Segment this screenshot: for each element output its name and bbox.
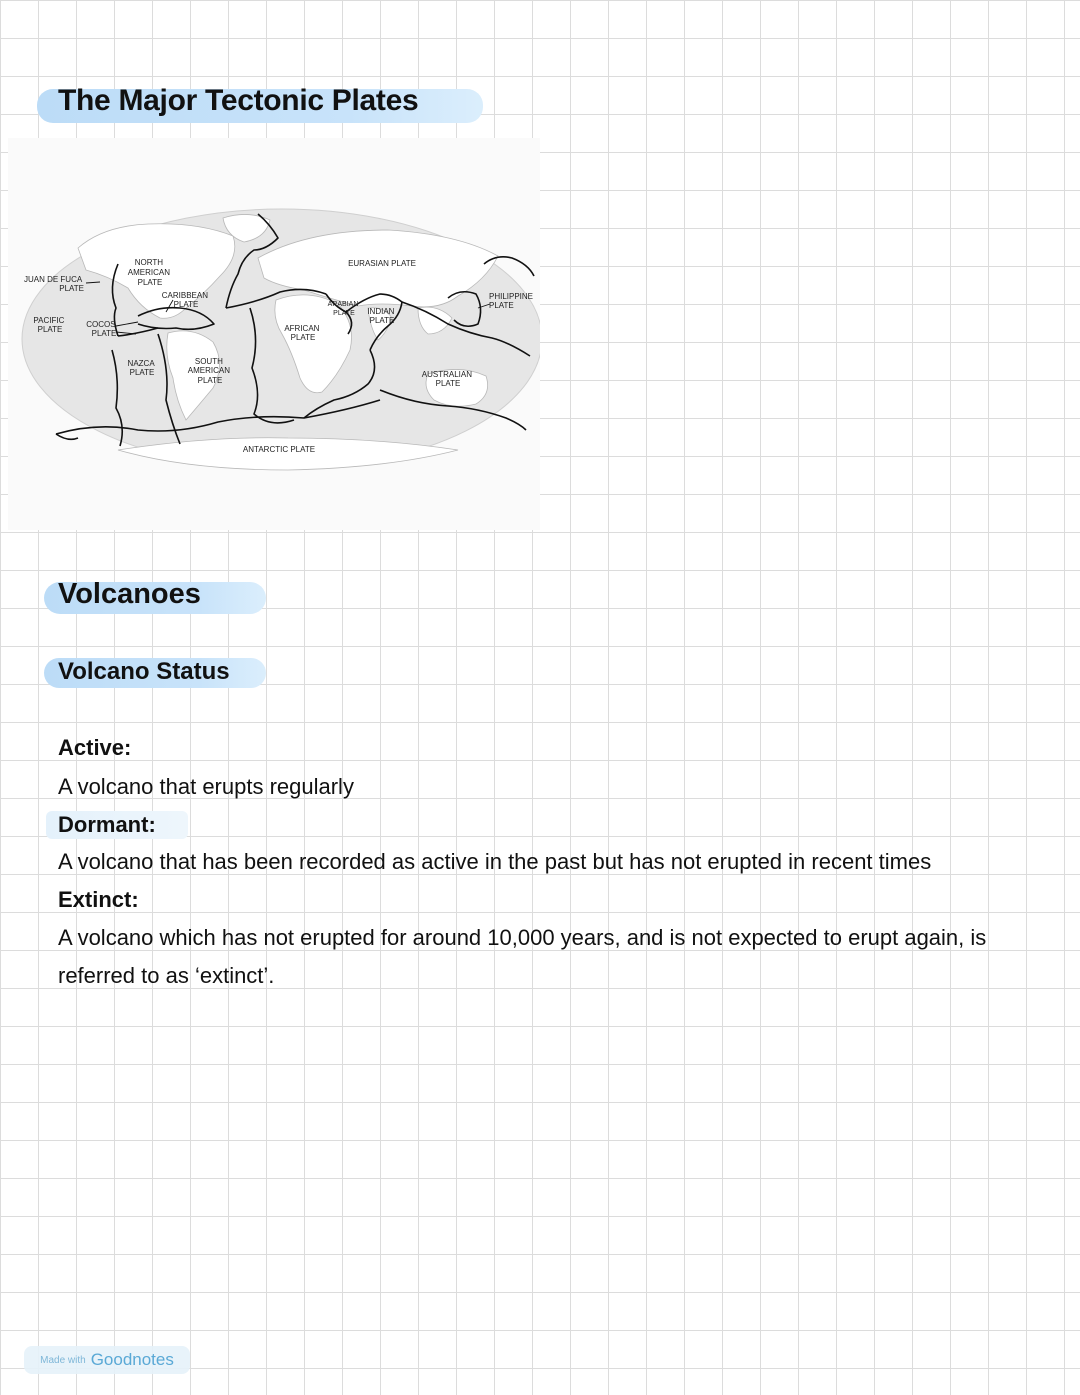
label-antarctic: ANTARCTIC PLATE	[242, 445, 316, 454]
label-cocos: COCOS PLATE	[86, 320, 117, 338]
label-juan-de-fuca: JUAN DE FUCA PLATE	[23, 275, 84, 293]
label-african: AFRICAN PLATE	[284, 324, 320, 342]
status-desc-active: A volcano that erupts regularly	[58, 774, 354, 799]
goodnotes-badge	[24, 1346, 190, 1374]
tectonic-plates-map	[8, 138, 540, 530]
section-title: Volcanoes	[58, 578, 201, 610]
label-philippine: PHILIPPINE PLATE	[489, 292, 534, 310]
status-term-active: Active:	[58, 735, 132, 760]
made-with-text: Made with	[40, 1354, 86, 1366]
label-north-american: NORTH AMERICAN PLATE	[127, 258, 170, 287]
label-pacific: PACIFIC PLATE	[33, 316, 65, 334]
map-svg	[8, 138, 540, 530]
label-australian: AUSTRALIAN PLATE	[421, 370, 472, 388]
label-eurasian: EURASIAN PLATE	[348, 259, 416, 268]
label-caribbean: CARIBBEAN PLATE	[161, 291, 208, 309]
status-desc-dormant: A volcano that has been recorded as active in the past but has not erupted in recent times	[58, 849, 932, 874]
status-term-dormant: Dormant:	[58, 812, 156, 837]
status-term-extinct: Extinct:	[58, 887, 139, 912]
page-title: The Major Tectonic Plates	[58, 84, 419, 117]
label-arabian: ARABIAN PLATE	[327, 301, 359, 317]
label-nazca: NAZCA PLATE	[127, 359, 155, 377]
goodnotes-logo-text: Goodnotes	[90, 1350, 174, 1369]
boundary-pacific-west	[56, 434, 78, 439]
subsection-title: Volcano Status	[58, 658, 230, 685]
label-south-american: SOUTH AMERICAN PLATE	[187, 357, 230, 385]
status-desc-extinct: A volcano which has not erupted for around 10,000 years, and is not expected to erupt again, is referred to as ‘extinct’.	[58, 925, 987, 988]
label-indian: INDIAN PLATE	[367, 307, 395, 325]
